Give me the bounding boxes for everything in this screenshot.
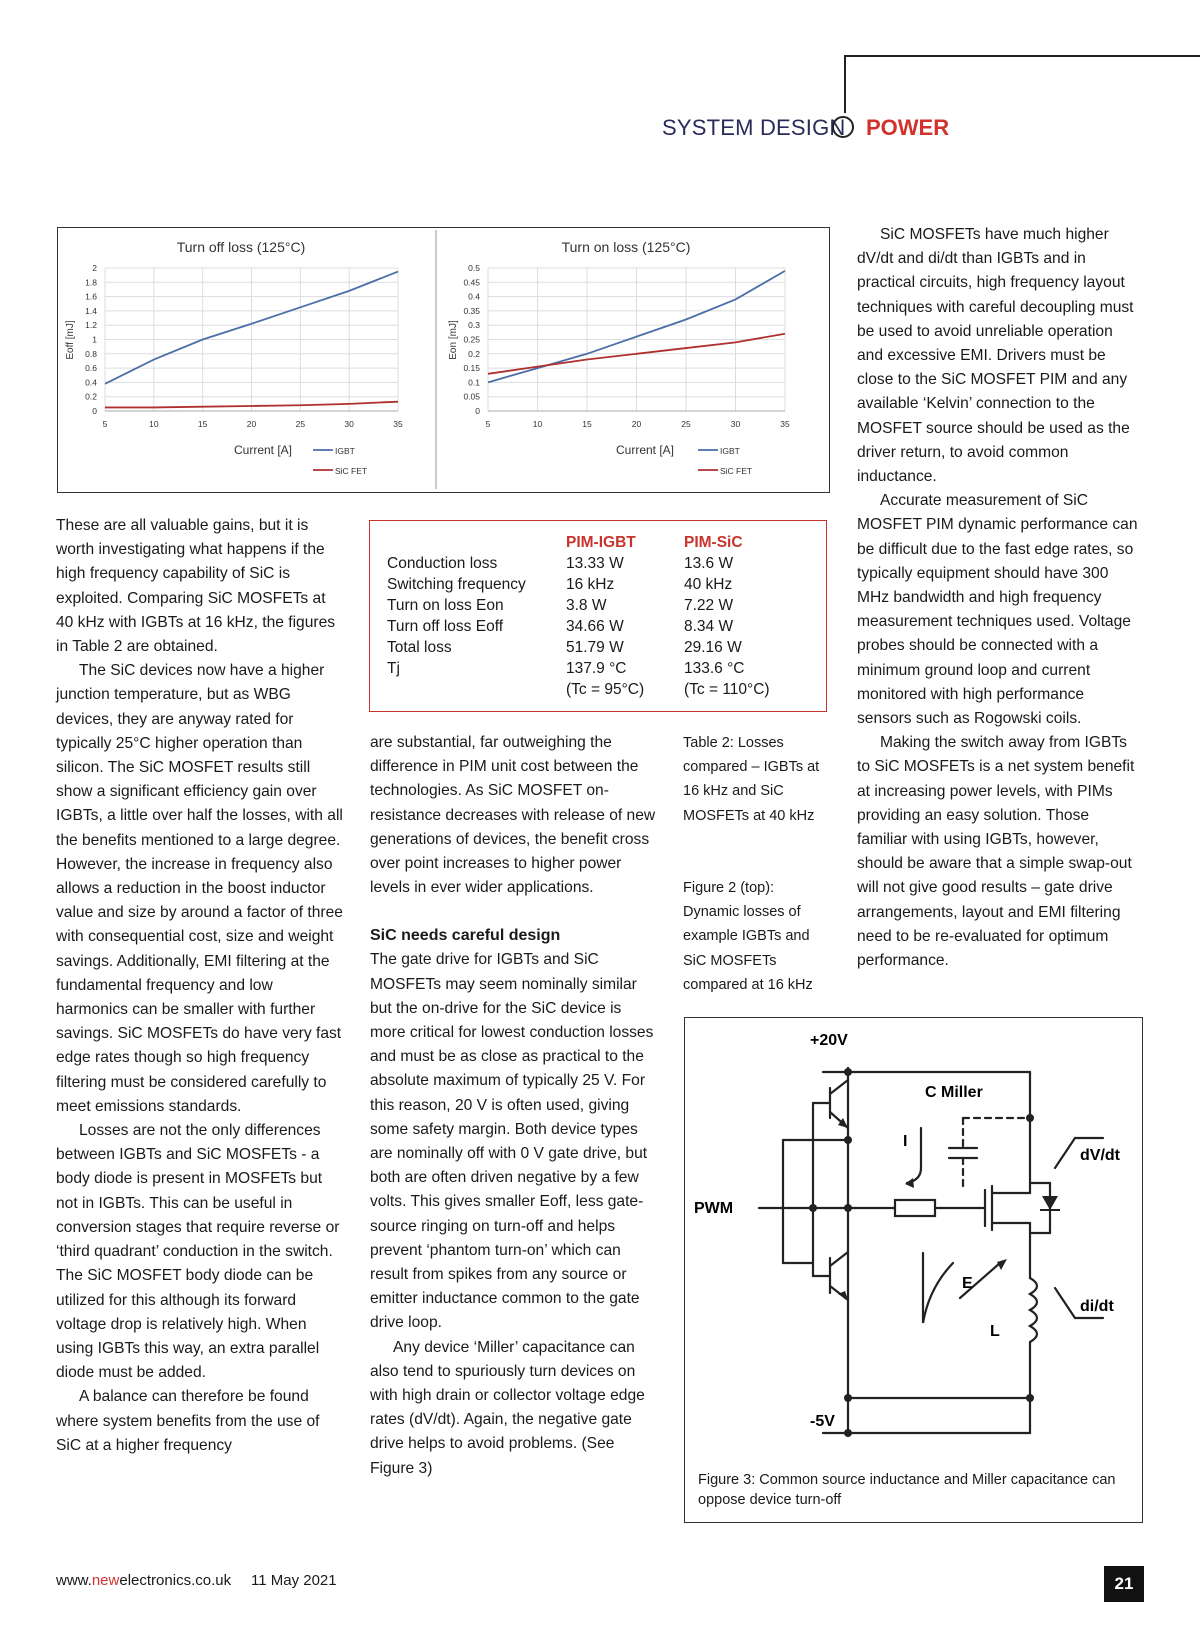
- figure-2-caption: Figure 2 (top): Dynamic losses of example IGBTs and SiC MOSFETs compared at 16 kHz: [683, 880, 813, 993]
- table-row: [387, 658, 804, 679]
- col1-paragraph: A balance can therefore be found where system benefits from the use of SiC at a higher frequency: [56, 1388, 320, 1454]
- y-tick-label: 0.3: [468, 320, 480, 331]
- table-cell: Tj: [387, 660, 400, 677]
- table-cell: 13.33 W: [566, 555, 624, 572]
- table-cell: Turn off loss Eoff: [387, 618, 504, 635]
- y-tick-label: 0.4: [468, 291, 480, 302]
- chart-title: Turn on loss (125°C): [561, 239, 691, 255]
- x-tick-label: 20: [631, 419, 642, 429]
- x-tick-label: 30: [730, 419, 741, 429]
- x-tick-label: 15: [582, 419, 592, 429]
- table-cell: Turn on loss Eon: [387, 597, 504, 614]
- figure-2: [57, 227, 830, 493]
- table-cell: (Tc = 110°C): [684, 681, 770, 698]
- x-tick-label: 30: [344, 419, 354, 429]
- footer-url-brand: new: [91, 1572, 120, 1589]
- y-tick-label: 0.2: [85, 391, 97, 402]
- figure-3-caption: Figure 3: Common source inductance and Miller capacitance can oppose device turn-off: [698, 1472, 1116, 1508]
- page-number: 21: [1114, 1574, 1134, 1593]
- table-cell: [387, 679, 566, 700]
- col4-paragraph: Accurate measurement of SiC MOSFET PIM dynamic performance can be difficult due to the fast edge rates, so typically equipment should have 300 MHz bandwidth and high frequency measurement techniques used. Voltage probes should be connected with a minimum ground loop and current monitored with high performance sensors such as Rogowski coils.: [857, 492, 1138, 728]
- y-tick-label: 0.05: [463, 391, 480, 402]
- legend-label: SiC FET: [720, 466, 753, 476]
- y-tick-label: 0: [92, 406, 97, 416]
- table-2-caption: Table 2: Losses compared – IGBTs at 16 kHz and SiC MOSFETs at 40 kHz: [683, 735, 820, 824]
- header-subsection: [866, 115, 949, 141]
- table-row: [387, 574, 804, 595]
- x-tick-label: 25: [295, 419, 306, 429]
- table-cell: (Tc = 95°C): [566, 681, 645, 698]
- col1-paragraph: Losses are not the only differences between IGBTs and SiC MOSFETs - a body diode is present in MOSFETs but not in IGBTs. This can be useful in conversion stages that require reverse or ‘third quadrant’ conduction in the switch. The SiC MOSFET body diode can be utilized for this although its forward voltage drop is relatively high. When using IGBTs this way, an extra parallel diode must be added.: [56, 1122, 340, 1382]
- table-cell: 8.34 W: [684, 618, 734, 635]
- x-tick-label: 20: [246, 419, 257, 429]
- table-2-box: [369, 520, 827, 712]
- table-cell: 13.6 W: [684, 555, 734, 572]
- y-axis-label: Eoff [mJ]: [65, 320, 76, 360]
- col2-paragraph: Any device ‘Miller’ capacitance can also tend to spuriously turn devices on with high drain or collector voltage edge rates (dV/dt). Again, the negative gate drive helps to avoid problems. (See Figure 3): [370, 1338, 645, 1477]
- header-section-label: SYSTEM DESIGN: [662, 115, 846, 140]
- y-tick-label: 2: [92, 263, 97, 273]
- table-row: [387, 553, 804, 574]
- y-tick-label: 0.5: [468, 263, 480, 273]
- footer-date: 11 May 2021: [251, 1572, 337, 1589]
- pwm-label: PWM: [694, 1200, 734, 1217]
- y-tick-label: 1.4: [85, 305, 97, 316]
- figure-3: [684, 1017, 1143, 1523]
- table-header-cell: PIM-IGBT: [566, 534, 636, 551]
- legend-label: IGBT: [335, 446, 355, 456]
- table-2: [387, 532, 804, 700]
- dvdt-label: dV/dt: [1080, 1147, 1120, 1164]
- figure-2-charts: [58, 228, 828, 491]
- col2-paragraph: are substantial, far outweighing the difference in PIM unit cost between the technologies. As SiC MOSFET on-resistance decreases with release of new generations of devices, the benefit cross over point increases to higher power levels in ever wider applications.: [370, 734, 656, 897]
- col1-paragraph: The SiC devices now have a higher junction temperature, but as WBG devices, they are anyway rated for typically 25°C higher operation than silicon. The SiC MOSFET results still show a significant efficiency gain over IGBTs, a little over half the losses, with all the benefits mentioned to a large degree. However, the increase in frequency also allows a reduction in the boost inductor value and size by around a factor of three with consequential cost, size and weight savings. Additionally, EMI filtering at the fundamental frequency and low harmonics can be smaller with further savings. SiC MOSFETs do have very fast edge rates though so high frequency filtering must be considered carefully to meet emissions standards.: [56, 662, 343, 1115]
- header-rule-horizontal: [844, 55, 1200, 57]
- y-tick-label: 1.8: [85, 277, 97, 288]
- y-tick-label: 0.35: [463, 305, 480, 316]
- inductor-l-label: L: [990, 1323, 1000, 1340]
- header-subsection-label: POWER: [866, 115, 950, 140]
- x-tick-label: 35: [393, 419, 403, 429]
- header-rule-vertical: [844, 55, 846, 113]
- legend-label: SiC FET: [335, 466, 368, 476]
- y-tick-label: 0: [475, 406, 480, 416]
- x-tick-label: 10: [532, 419, 543, 429]
- table-cell: 51.79 W: [566, 639, 624, 656]
- footer-url-post: electronics.co.uk: [119, 1572, 232, 1589]
- table-cell: 137.9 °C: [566, 660, 627, 677]
- column-1: [56, 514, 346, 1458]
- table-header-row: [387, 532, 804, 553]
- table-header-cell: [387, 532, 566, 553]
- header-circle-icon: [832, 116, 854, 138]
- figure-3-circuit: [685, 1018, 1141, 1458]
- table-cell: 34.66 W: [566, 618, 624, 635]
- y-tick-label: 0.4: [85, 377, 97, 388]
- y-tick-label: 1.2: [85, 320, 97, 331]
- table-cell: 133.6 °C: [684, 660, 745, 677]
- column-2: [370, 731, 660, 1481]
- x-tick-label: 5: [485, 419, 491, 429]
- y-tick-label: 0.2: [468, 348, 480, 359]
- table-row: [387, 595, 804, 616]
- table-cell: Conduction loss: [387, 555, 498, 572]
- y-axis-label: Eon [mJ]: [448, 320, 459, 360]
- cmiller-label: C Miller: [925, 1084, 983, 1101]
- y-tick-label: 1: [92, 334, 97, 345]
- col4-paragraph: SiC MOSFETs have much higher dV/dt and di/dt than IGBTs and in practical circuits, high frequency layout techniques with careful decoupling must be used to avoid unreliable operation and excessive EMI. Drivers must be close to the SiC MOSFET PIM and any available ‘Kelvin’ connection to the MOSFET source should be used as the driver return, to avoid common inductance.: [857, 226, 1134, 486]
- x-axis-label: Current [A]: [615, 443, 675, 457]
- y-tick-label: 0.6: [85, 363, 97, 374]
- x-tick-label: 15: [197, 419, 208, 429]
- table-cell: 3.8 W: [566, 597, 607, 614]
- emf-e-label: E: [962, 1275, 973, 1292]
- column-4: [857, 223, 1140, 973]
- y-tick-label: 0.8: [85, 348, 97, 359]
- didt-label: di/dt: [1080, 1298, 1114, 1315]
- x-axis-label: Current [A]: [233, 443, 293, 457]
- table-row: [387, 616, 804, 637]
- legend-label: IGBT: [720, 446, 740, 456]
- table-cell: Switching frequency: [387, 576, 526, 593]
- table-cell: 40 kHz: [684, 576, 733, 593]
- x-tick-label: 10: [149, 419, 159, 429]
- y-tick-label: 0.15: [463, 363, 480, 374]
- x-tick-label: 5: [102, 419, 108, 429]
- chart-title: Turn off loss (125°C): [176, 239, 306, 255]
- table-row: [387, 637, 804, 658]
- header-section: [662, 115, 846, 141]
- x-tick-label: 35: [780, 419, 790, 429]
- y-tick-label: 0.25: [463, 334, 480, 345]
- vminus-label: -5V: [810, 1413, 835, 1430]
- page-number-badge: [1104, 1566, 1144, 1602]
- table-header-cell: PIM-SiC: [684, 534, 743, 551]
- vplus-label: +20V: [810, 1032, 848, 1049]
- table-row: [387, 679, 804, 700]
- col1-paragraph: These are all valuable gains, but it is worth investigating what happens if the high frequency capability of SiC is exploited. Comparing SiC MOSFETs at 40 kHz with IGBTs at 16 kHz, the figures in Table 2 are obtained.: [56, 517, 336, 656]
- y-tick-label: 0.45: [463, 277, 480, 288]
- col2-heading: SiC needs careful design: [370, 927, 561, 945]
- footer-url-pre: www.: [56, 1572, 92, 1589]
- col4-paragraph: Making the switch away from IGBTs to SiC MOSFETs is a net system benefit at increasing power levels, with PIMs providing an easy solution. Those familiar with using IGBTs, however, should be aware that a simple swap-out will not give good results – gate drive arrangements, layout and EMI filtering need to be re-evaluated for optimum performance.: [857, 734, 1135, 970]
- table-cell: 16 kHz: [566, 576, 615, 593]
- y-tick-label: 0.1: [468, 377, 480, 388]
- footer-url[interactable]: [56, 1572, 231, 1589]
- y-tick-label: 1.6: [85, 291, 97, 302]
- table-cell: Total loss: [387, 639, 452, 656]
- table-cell: 29.16 W: [684, 639, 742, 656]
- table-cell: 7.22 W: [684, 597, 734, 614]
- current-i-label: I: [903, 1133, 908, 1150]
- x-tick-label: 25: [681, 419, 691, 429]
- col2-paragraph: The gate drive for IGBTs and SiC MOSFETs may seem nominally similar but the on-drive for the SiC device is more critical for lowest conduction losses and must be as close as practical to the absolute maximum of typically 25 V. For this reason, 20 V is often used, giving some safety margin. Both device types are nominally off with 0 V gate drive, but both are often driven negative by a few volts. This gives smaller Eoff, less gate-source ringing on turn-off and helps prevent ‘phantom turn-on’ which can result from spikes from any source or emitter inductance common to the gate drive loop.: [370, 951, 654, 1332]
